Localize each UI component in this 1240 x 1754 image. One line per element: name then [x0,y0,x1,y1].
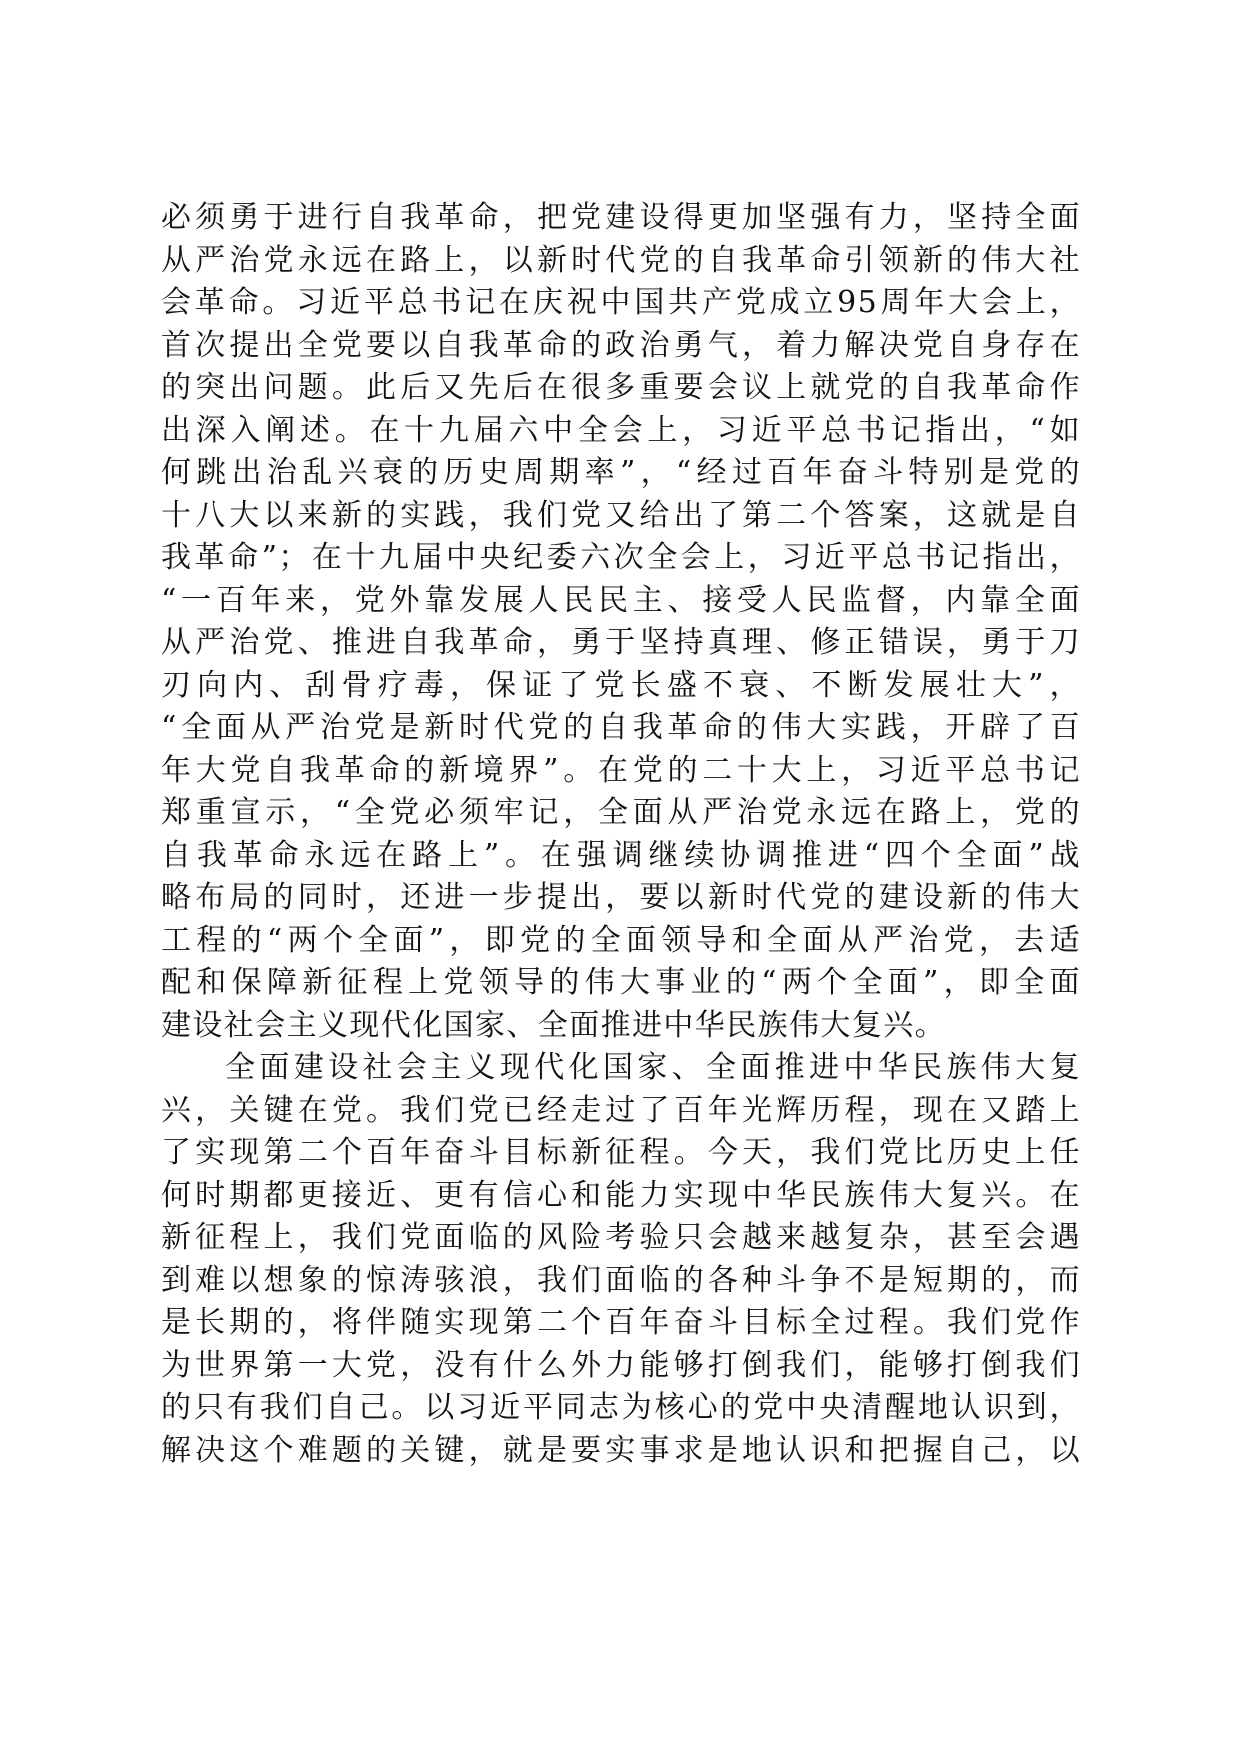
text-line: 自我革命永远在路上”。在强调继续协调推进“四个全面”战 [161,837,1081,873]
body-text [161,197,1081,1472]
text-line: 了实现第二个百年奋斗目标新征程。今天，我们党比历史上任 [161,1135,1081,1170]
text-line: 为世界第一大党，没有什么外力能够打倒我们，能够打倒我们 [161,1347,1081,1383]
text-line: 何时期都更接近、更有信心和能力实现中华民族伟大复兴。在 [161,1177,1081,1213]
text-line: “全面从严治党是新时代党的自我革命的伟大实践，开辟了百 [161,710,1081,745]
text-line: 的突出问题。此后又先后在很多重要会议上就党的自我革命作 [161,370,1081,405]
text-line: 配和保障新征程上党领导的伟大事业的“两个全面”，即全面 [161,965,1081,1000]
text-line: 我革命”；在十九届中央纪委六次全会上，习近平总书记指出， [161,540,1081,575]
text-line: 会革命。习近平总书记在庆祝中国共产党成立95周年大会上， [161,285,1081,320]
text-line: 是长期的，将伴随实现第二个百年奋斗目标全过程。我们党作 [161,1305,1081,1340]
text-line: 刃向内、刮骨疗毒，保证了党长盛不衰、不断发展壮大”， [161,667,1081,703]
text-line: 全面建设社会主义现代化国家、全面推进中华民族伟大复 [225,1050,1081,1085]
text-line: 出深入阐述。在十九届六中全会上，习近平总书记指出，“如 [161,412,1081,448]
text-line: 建设社会主义现代化国家、全面推进中华民族伟大复兴。 [161,1007,946,1043]
text-line: 兴，关键在党。我们党已经走过了百年光辉历程，现在又踏上 [161,1092,1081,1128]
text-line: 略布局的同时，还进一步提出，要以新时代党的建设新的伟大 [161,880,1081,915]
text-line: 首次提出全党要以自我革命的政治勇气，着力解决党自身存在 [161,327,1081,363]
text-line: 必须勇于进行自我革命，把党建设得更加坚强有力，坚持全面 [161,200,1081,235]
text-line: 郑重宣示，“全党必须牢记，全面从严治党永远在路上，党的 [161,795,1081,830]
text-line: 从严治党永远在路上，以新时代党的自我革命引领新的伟大社 [161,242,1081,278]
text-line: 的只有我们自己。以习近平同志为核心的党中央清醒地认识到， [161,1390,1081,1425]
text-line: “一百年来，党外靠发展人民民主、接受人民监督，内靠全面 [161,582,1081,618]
text-line: 到难以想象的惊涛骇浪，我们面临的各种斗争不是短期的，而 [161,1262,1081,1298]
text-line: 何跳出治乱兴衰的历史周期率”，“经过百年奋斗特别是党的 [161,455,1081,490]
text-line: 解决这个难题的关键，就是要实事求是地认识和把握自己，以 [161,1432,1081,1468]
text-line: 年大党自我革命的新境界”。在党的二十大上，习近平总书记 [161,752,1081,788]
paragraph-1 [161,197,1081,1047]
text-line: 十八大以来新的实践，我们党又给出了第二个答案，这就是自 [161,497,1081,533]
text-line: 从严治党、推进自我革命，勇于坚持真理、修正错误，勇于刀 [161,625,1081,660]
paragraph-2 [161,1047,1081,1472]
text-line: 新征程上，我们党面临的风险考验只会越来越复杂，甚至会遇 [161,1220,1081,1255]
text-line: 工程的“两个全面”，即党的全面领导和全面从严治党，去适 [161,922,1081,958]
